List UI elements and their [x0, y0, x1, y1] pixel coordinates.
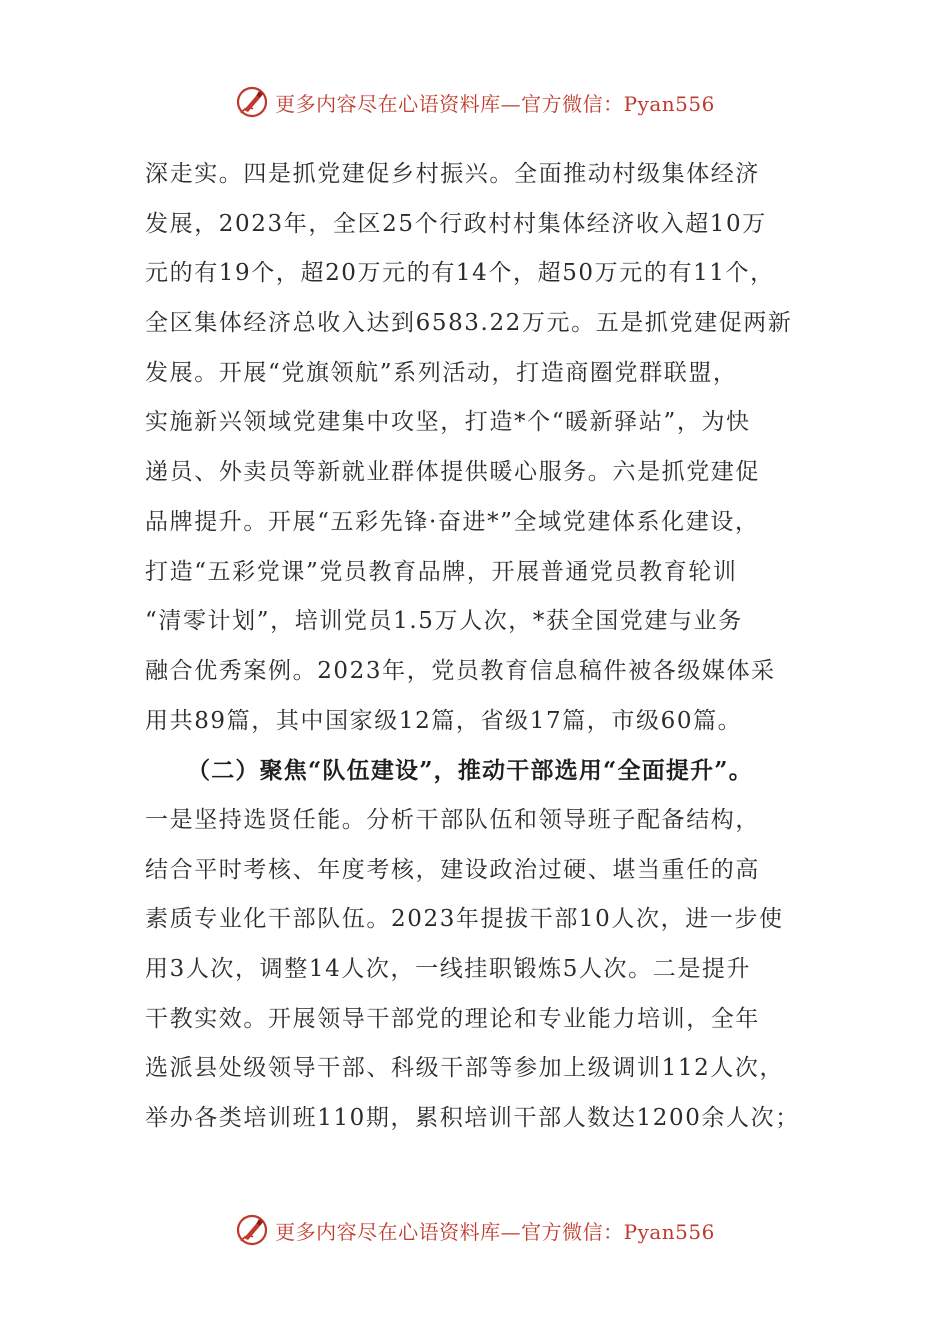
footer-banner [0, 1210, 950, 1250]
section-heading: （二）聚焦“队伍建设”，推动干部选用“全面提升”。 [187, 757, 753, 785]
footer-banner-text: 更多内容尽在心语资料库—官方微信：Pyan556 [275, 1219, 715, 1244]
body-line: 举办各类培训班110期，累积培训干部人数达1200余人次； [145, 1105, 800, 1132]
body-line: 品牌提升。开展“五彩先锋·奋进*”全域党建体系化建设， [145, 508, 760, 535]
document-body [145, 150, 815, 1144]
body-line: 元的有19个，超20万元的有14个，超50万元的有11个， [145, 260, 775, 287]
body-line: 选派县处级领导干部、科级干部等参加上级调训112人次， [145, 1055, 785, 1082]
body-line: “清零计划”，培训党员1.5万人次，*获全国党建与业务 [145, 608, 743, 635]
body-line: 干教实效。开展领导干部党的理论和专业能力培训，全年 [145, 1005, 760, 1032]
body-line: 发展，2023年，全区25个行政村村集体经济收入超10万 [145, 210, 767, 237]
footer-banner-inner [235, 1213, 715, 1247]
body-line: 融合优秀案例。2023年，党员教育信息稿件被各级媒体采 [145, 657, 776, 684]
header-banner-text: 更多内容尽在心语资料库—官方微信：Pyan556 [275, 91, 715, 116]
header-banner [0, 82, 950, 122]
body-line: 深走实。四是抓党建促乡村振兴。全面推动村级集体经济 [145, 161, 760, 187]
pen-nib-logo-icon [235, 1213, 269, 1247]
body-line: 发展。开展“党旗领航”系列活动，打造商圈党群联盟， [145, 359, 738, 386]
body-line: 素质专业化干部队伍。2023年提拔干部10人次，进一步使 [145, 906, 784, 933]
header-banner-inner [235, 85, 715, 119]
body-line: 打造“五彩党课”党员教育品牌，开展普通党员教育轮训 [145, 558, 738, 585]
body-line: 递员、外卖员等新就业群体提供暖心服务。六是抓党建促 [145, 459, 760, 486]
body-line: 实施新兴领域党建集中攻坚，打造*个“暖新驿站”，为快 [145, 409, 751, 436]
body-line: 全区集体经济总收入达到6583.22万元。五是抓党建促两新 [145, 310, 793, 337]
body-line: 用共89篇，其中国家级12篇，省级17篇，市级60篇。 [145, 707, 743, 734]
body-line: 一是坚持选贤任能。分析干部队伍和领导班子配备结构， [145, 806, 760, 833]
body-line: 用3人次，调整14人次，一线挂职锻炼5人次。二是提升 [145, 956, 752, 982]
body-line: 结合平时考核、年度考核，建设政治过硬、堪当重任的高 [145, 856, 760, 883]
pen-nib-logo-icon [235, 85, 269, 119]
